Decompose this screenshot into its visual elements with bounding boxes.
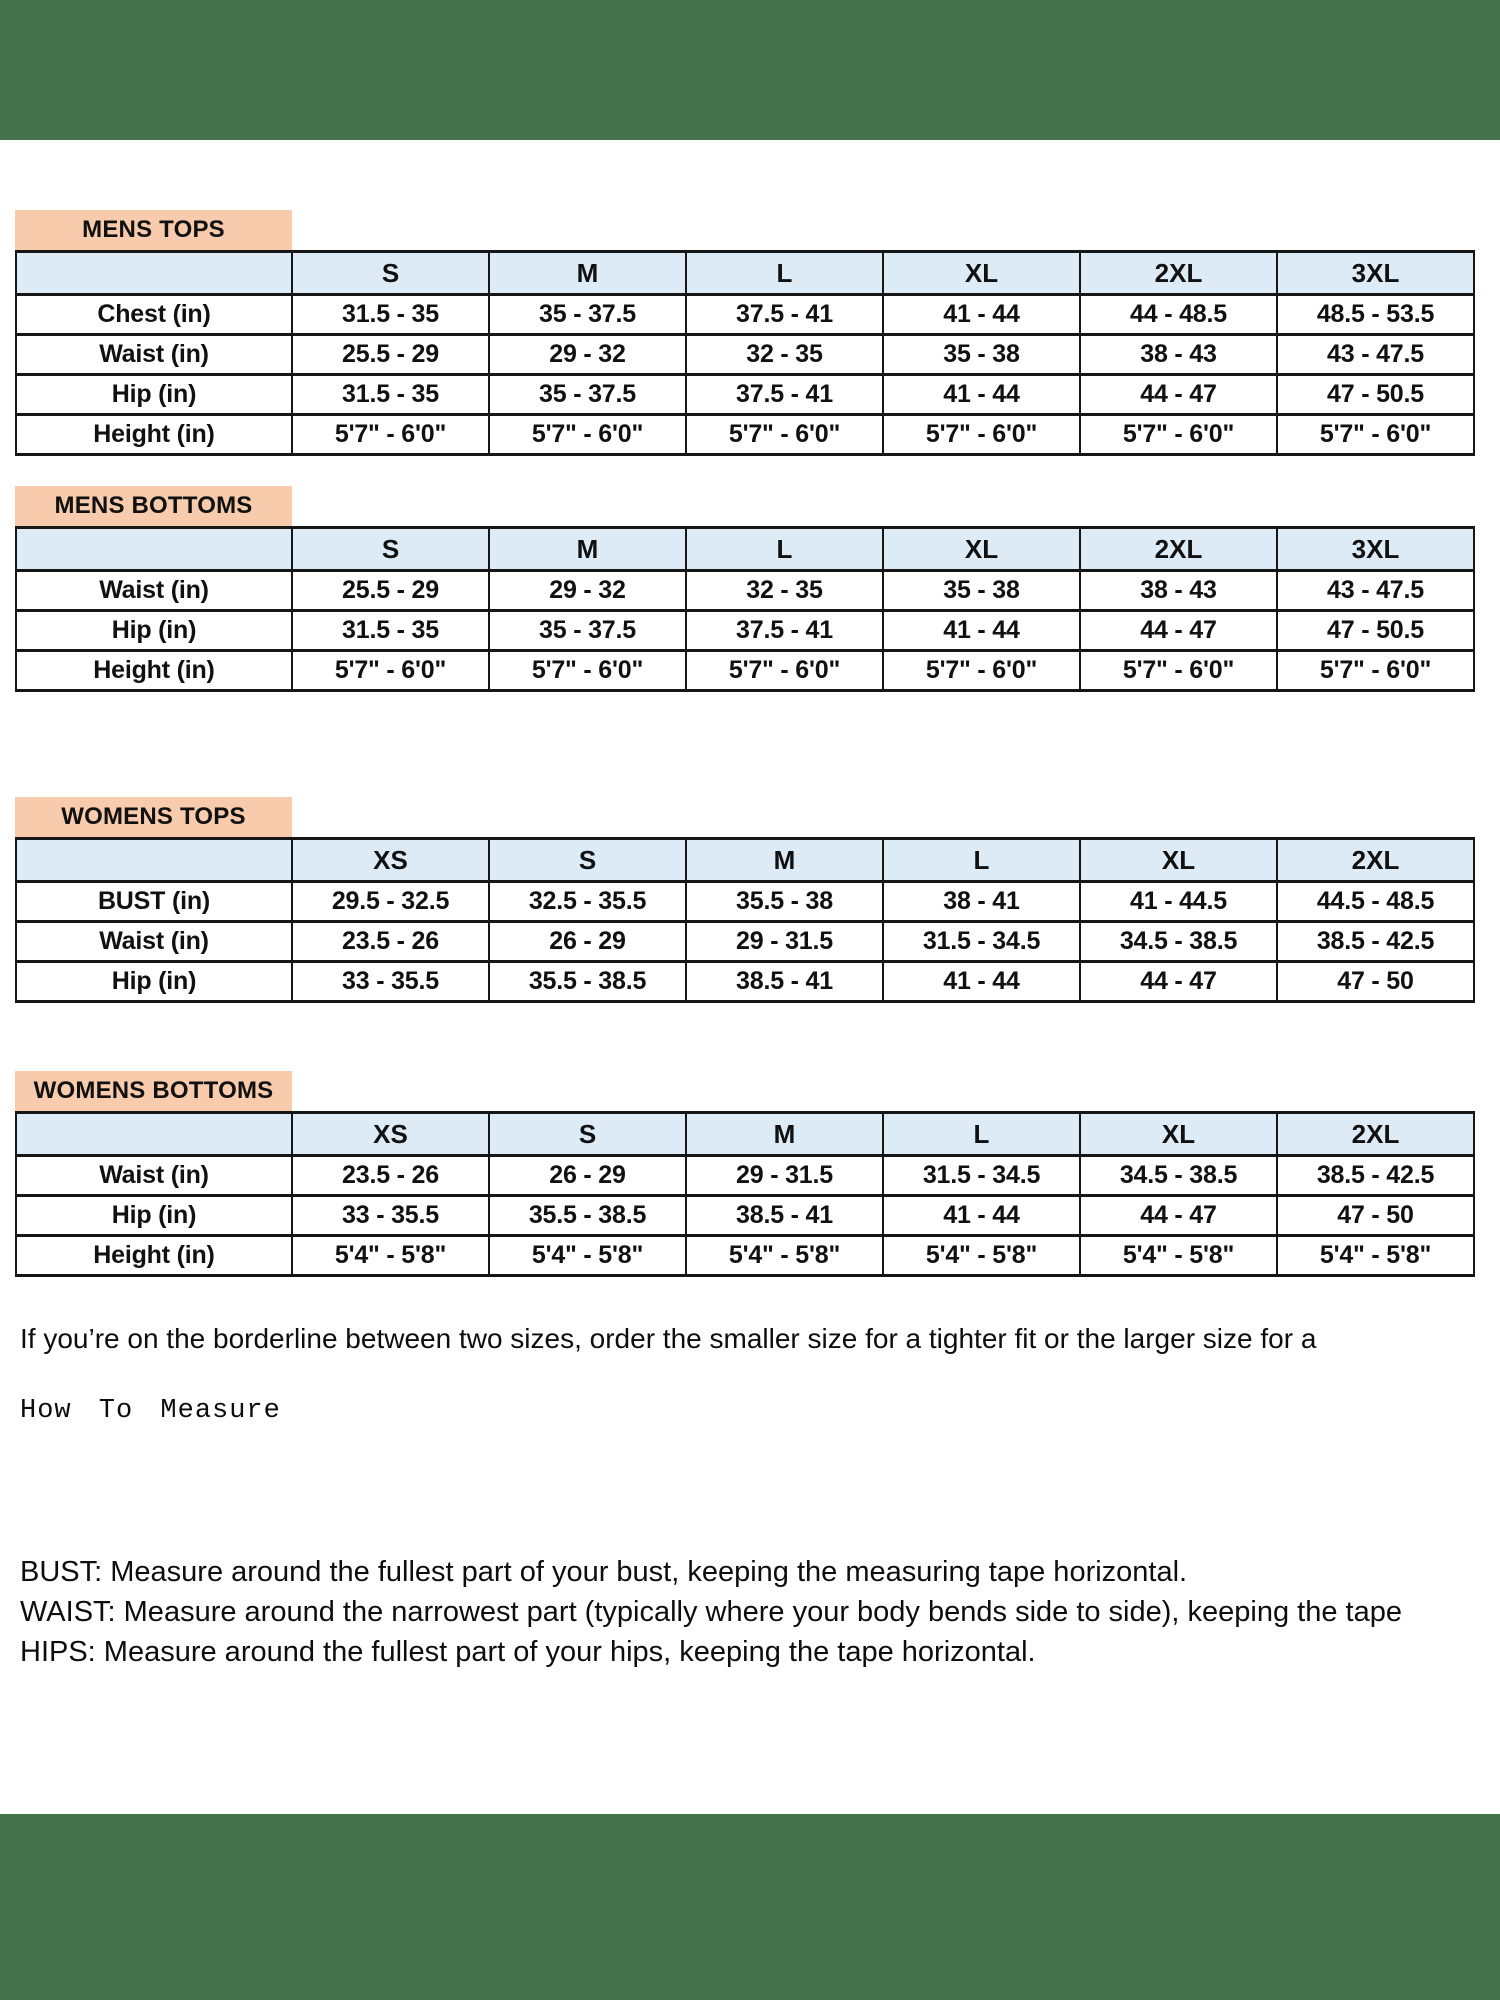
measurement-label-cell: Height (in): [16, 1236, 292, 1276]
measurement-value-cell: 37.5 - 41: [686, 611, 883, 651]
size-column-header: L: [883, 839, 1080, 882]
measurement-value-cell: 43 - 47.5: [1277, 571, 1474, 611]
measurement-value-cell: 47 - 50.5: [1277, 611, 1474, 651]
measurement-row: [16, 335, 1474, 375]
measurement-value-cell: 47 - 50: [1277, 962, 1474, 1002]
measurement-value-cell: 35 - 37.5: [489, 611, 686, 651]
measurement-value-cell: 5'7" - 6'0": [883, 651, 1080, 691]
measurement-label-cell: Height (in): [16, 415, 292, 455]
measurement-value-cell: 38.5 - 42.5: [1277, 922, 1474, 962]
measurement-value-cell: 33 - 35.5: [292, 962, 489, 1002]
measurement-value-cell: 41 - 44: [883, 375, 1080, 415]
measurement-row: [16, 611, 1474, 651]
measurement-value-cell: 47 - 50: [1277, 1196, 1474, 1236]
measurement-value-cell: 5'7" - 6'0": [686, 415, 883, 455]
measurement-value-cell: 31.5 - 35: [292, 295, 489, 335]
measurement-value-cell: 29.5 - 32.5: [292, 882, 489, 922]
measurement-label-cell: Waist (in): [16, 1156, 292, 1196]
how-to-measure-title: How To Measure: [20, 1396, 281, 1426]
measurement-value-cell: 5'4" - 5'8": [1277, 1236, 1474, 1276]
measurement-label-cell: Waist (in): [16, 335, 292, 375]
size-column-header: L: [883, 1113, 1080, 1156]
measurement-value-cell: 44 - 48.5: [1080, 295, 1277, 335]
measurement-row: [16, 882, 1474, 922]
size-column-header: 2XL: [1277, 1113, 1474, 1156]
size-column-header: M: [686, 839, 883, 882]
measurement-value-cell: 23.5 - 26: [292, 1156, 489, 1196]
measurement-value-cell: 32 - 35: [686, 571, 883, 611]
measurement-value-cell: 43 - 47.5: [1277, 335, 1474, 375]
size-header-row: [16, 528, 1474, 571]
measurement-row: [16, 571, 1474, 611]
measurement-value-cell: 29 - 31.5: [686, 1156, 883, 1196]
measurement-value-cell: 23.5 - 26: [292, 922, 489, 962]
measurement-value-cell: 29 - 32: [489, 571, 686, 611]
measurement-value-cell: 37.5 - 41: [686, 295, 883, 335]
measurement-value-cell: 5'7" - 6'0": [489, 415, 686, 455]
size-column-header: M: [686, 1113, 883, 1156]
measurement-value-cell: 44 - 47: [1080, 375, 1277, 415]
mens-tops-table-slot: [15, 250, 1475, 456]
size-column-header: S: [292, 528, 489, 571]
measurement-row: [16, 922, 1474, 962]
measurement-value-cell: 31.5 - 34.5: [883, 1156, 1080, 1196]
size-column-header: XS: [292, 1113, 489, 1156]
measure-instructions: [20, 1552, 1485, 1672]
measurement-value-cell: 5'7" - 6'0": [686, 651, 883, 691]
measurement-value-cell: 26 - 29: [489, 922, 686, 962]
measurement-row: [16, 651, 1474, 691]
measurement-value-cell: 5'7" - 6'0": [883, 415, 1080, 455]
measurement-value-cell: 31.5 - 35: [292, 375, 489, 415]
measurement-row: [16, 962, 1474, 1002]
size-column-header: L: [686, 252, 883, 295]
measurement-value-cell: 38.5 - 41: [686, 962, 883, 1002]
measurement-value-cell: 35 - 37.5: [489, 375, 686, 415]
measurement-value-cell: 29 - 32: [489, 335, 686, 375]
measurement-value-cell: 5'4" - 5'8": [292, 1236, 489, 1276]
measurement-label-cell: Hip (in): [16, 1196, 292, 1236]
measurement-value-cell: 35.5 - 38.5: [489, 1196, 686, 1236]
size-column-header: XL: [1080, 839, 1277, 882]
measurement-label-cell: Waist (in): [16, 571, 292, 611]
bottom-green-band: [0, 1814, 1500, 2000]
measurement-value-cell: 35.5 - 38.5: [489, 962, 686, 1002]
size-column-header: M: [489, 528, 686, 571]
measurement-value-cell: 5'7" - 6'0": [1080, 651, 1277, 691]
measurement-value-cell: 41 - 44: [883, 611, 1080, 651]
measurement-value-cell: 32 - 35: [686, 335, 883, 375]
measurement-value-cell: 26 - 29: [489, 1156, 686, 1196]
size-column-header: XL: [883, 252, 1080, 295]
size-table: [15, 1111, 1475, 1277]
measurement-row: [16, 295, 1474, 335]
measurement-row: [16, 1196, 1474, 1236]
womens-tops-table-slot: [15, 837, 1475, 1003]
measurement-label-cell: Chest (in): [16, 295, 292, 335]
measurement-row: [16, 1156, 1474, 1196]
measurement-value-cell: 38 - 43: [1080, 335, 1277, 375]
size-column-header: S: [292, 252, 489, 295]
measurement-value-cell: 38 - 41: [883, 882, 1080, 922]
mens-bottoms-table-slot: [15, 526, 1475, 692]
blank-corner-cell: [16, 1113, 292, 1156]
table-title-womens-tops: WOMENS TOPS: [15, 797, 292, 837]
measurement-value-cell: 34.5 - 38.5: [1080, 922, 1277, 962]
measurement-value-cell: 5'7" - 6'0": [1277, 415, 1474, 455]
table-title-mens-tops: MENS TOPS: [15, 210, 292, 250]
measurement-row: [16, 375, 1474, 415]
measurement-value-cell: 32.5 - 35.5: [489, 882, 686, 922]
size-column-header: XL: [883, 528, 1080, 571]
measurement-value-cell: 38 - 43: [1080, 571, 1277, 611]
measurement-value-cell: 38.5 - 41: [686, 1196, 883, 1236]
measurement-value-cell: 5'7" - 6'0": [292, 651, 489, 691]
waist-instruction: WAIST: Measure around the narrowest part (typically where your body bends side to side), keeping the tape: [20, 1596, 1402, 1628]
measurement-value-cell: 5'7" - 6'0": [489, 651, 686, 691]
measurement-value-cell: 5'4" - 5'8": [1080, 1236, 1277, 1276]
measurement-value-cell: 31.5 - 35: [292, 611, 489, 651]
measurement-value-cell: 37.5 - 41: [686, 375, 883, 415]
measurement-value-cell: 35.5 - 38: [686, 882, 883, 922]
measurement-label-cell: Height (in): [16, 651, 292, 691]
size-table: [15, 526, 1475, 692]
measurement-value-cell: 41 - 44: [883, 962, 1080, 1002]
top-green-band: [0, 0, 1500, 140]
measurement-value-cell: 25.5 - 29: [292, 335, 489, 375]
size-column-header: 2XL: [1080, 252, 1277, 295]
size-column-header: 2XL: [1277, 839, 1474, 882]
hips-instruction: HIPS: Measure around the fullest part of your hips, keeping the tape horizontal.: [20, 1636, 1036, 1668]
size-column-header: 3XL: [1277, 528, 1474, 571]
measurement-value-cell: 5'7" - 6'0": [292, 415, 489, 455]
table-title-mens-bottoms: MENS BOTTOMS: [15, 486, 292, 526]
measurement-label-cell: Hip (in): [16, 962, 292, 1002]
womens-bottoms-table-slot: [15, 1111, 1475, 1277]
measurement-value-cell: 38.5 - 42.5: [1277, 1156, 1474, 1196]
blank-corner-cell: [16, 839, 292, 882]
size-column-header: XL: [1080, 1113, 1277, 1156]
measurement-value-cell: 41 - 44.5: [1080, 882, 1277, 922]
size-column-header: S: [489, 1113, 686, 1156]
size-column-header: 3XL: [1277, 252, 1474, 295]
measurement-value-cell: 47 - 50.5: [1277, 375, 1474, 415]
measurement-label-cell: BUST (in): [16, 882, 292, 922]
table-title-womens-bottoms: WOMENS BOTTOMS: [15, 1071, 292, 1111]
measurement-value-cell: 48.5 - 53.5: [1277, 295, 1474, 335]
size-table: [15, 250, 1475, 456]
measurement-value-cell: 35 - 38: [883, 571, 1080, 611]
size-header-row: [16, 252, 1474, 295]
measurement-value-cell: 5'4" - 5'8": [883, 1236, 1080, 1276]
size-header-row: [16, 1113, 1474, 1156]
size-column-header: M: [489, 252, 686, 295]
measurement-value-cell: 44 - 47: [1080, 611, 1277, 651]
measurement-value-cell: 34.5 - 38.5: [1080, 1156, 1277, 1196]
blank-corner-cell: [16, 252, 292, 295]
measurement-value-cell: 25.5 - 29: [292, 571, 489, 611]
size-column-header: S: [489, 839, 686, 882]
fit-note-text: If you’re on the borderline between two sizes, order the smaller size for a tighter fit or the larger size for a: [20, 1323, 1317, 1354]
bust-instruction: BUST: Measure around the fullest part of your bust, keeping the measuring tape horizontal.: [20, 1556, 1188, 1588]
blank-corner-cell: [16, 528, 292, 571]
measurement-value-cell: 41 - 44: [883, 1196, 1080, 1236]
measurement-value-cell: 35 - 38: [883, 335, 1080, 375]
measurement-row: [16, 1236, 1474, 1276]
measurement-value-cell: 44 - 47: [1080, 1196, 1277, 1236]
measurement-value-cell: 33 - 35.5: [292, 1196, 489, 1236]
size-column-header: 2XL: [1080, 528, 1277, 571]
measurement-value-cell: 5'4" - 5'8": [686, 1236, 883, 1276]
measurement-value-cell: 44.5 - 48.5: [1277, 882, 1474, 922]
measurement-row: [16, 415, 1474, 455]
measurement-value-cell: 5'7" - 6'0": [1277, 651, 1474, 691]
size-table: [15, 837, 1475, 1003]
measurement-value-cell: 41 - 44: [883, 295, 1080, 335]
measurement-value-cell: 44 - 47: [1080, 962, 1277, 1002]
measurement-label-cell: Hip (in): [16, 611, 292, 651]
measurement-value-cell: 35 - 37.5: [489, 295, 686, 335]
measurement-value-cell: 31.5 - 34.5: [883, 922, 1080, 962]
measurement-value-cell: 5'7" - 6'0": [1080, 415, 1277, 455]
measurement-value-cell: 29 - 31.5: [686, 922, 883, 962]
size-header-row: [16, 839, 1474, 882]
measurement-label-cell: Waist (in): [16, 922, 292, 962]
size-column-header: XS: [292, 839, 489, 882]
measurement-value-cell: 5'4" - 5'8": [489, 1236, 686, 1276]
size-column-header: L: [686, 528, 883, 571]
measurement-label-cell: Hip (in): [16, 375, 292, 415]
